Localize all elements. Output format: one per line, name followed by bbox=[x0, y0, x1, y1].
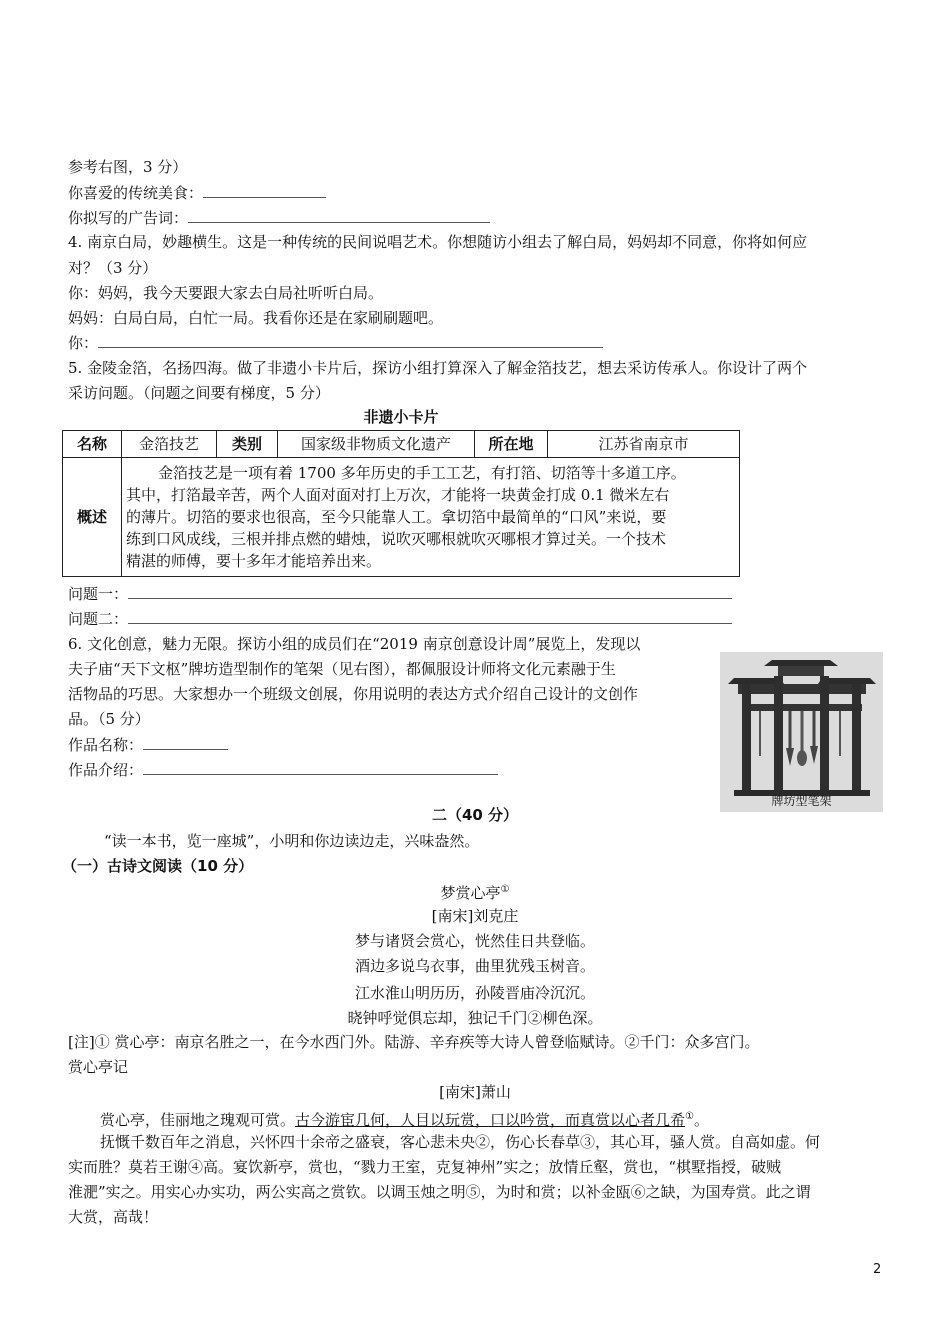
archway-icon bbox=[720, 652, 883, 812]
prose-p1-end: 。 bbox=[694, 1111, 710, 1129]
card-title: 非遗小卡片 bbox=[363, 408, 439, 426]
ad-answer-blank[interactable] bbox=[188, 208, 490, 223]
ad-answer-row bbox=[68, 207, 490, 229]
q4-line2: 对？（3 分） bbox=[68, 259, 158, 277]
prose-author: [南宋]萧山 bbox=[439, 1083, 511, 1101]
poem-title-note: ① bbox=[500, 884, 510, 895]
work-intro-row bbox=[68, 759, 498, 781]
summary-line: 的薄片。切箔的要求也很高，至今只能靠人工。拿切箔中最简单的“口风”来说，要 bbox=[126, 508, 667, 526]
question2-blank[interactable] bbox=[128, 609, 732, 624]
q5-line2: 采访问题。（问题之间要有梯度，5 分） bbox=[68, 384, 330, 402]
prose-line: 抚慨千数百年之消息，兴怀四十余帝之盛衰，客心悲未央②，伤心长春草③，其心耳，骚人赏。自高如虚。何 bbox=[100, 1133, 821, 1151]
q6-line4: 品。（5 分） bbox=[68, 710, 150, 728]
location-value: 江苏省南京市 bbox=[548, 431, 740, 458]
summary-line: 练到口风成线，三根并排点燃的蜡烛，说吹灭哪根就吹灭哪根才算过关。一个技术 bbox=[126, 530, 667, 548]
category-label: 类别 bbox=[217, 431, 278, 458]
dialogue-you-2-label: 你： bbox=[68, 334, 99, 352]
poem-line: 酒边多说乌衣事，曲里犹残玉树音。 bbox=[354, 957, 595, 975]
prose-line: 实而胜？莫若王谢④高。宴饮新亭，赏也，“戮力王室，克复神州”实之；放情丘壑，赏也，“棋墅指授，破贼 bbox=[68, 1158, 782, 1176]
name-value: 金箔技艺 bbox=[122, 431, 217, 458]
summary-line: 其中，打箔最辛苦，两个人面对面对打上万次，才能将一块黄金打成 0.1 微米左右 bbox=[126, 486, 670, 504]
poem-author: [南宋]刘克庄 bbox=[431, 907, 519, 925]
prose-p1-note: ① bbox=[685, 1111, 694, 1122]
archway-pen-holder-image bbox=[720, 652, 883, 812]
work-name-label: 作品名称： bbox=[68, 736, 144, 754]
prose-paragraph-1 bbox=[100, 1106, 709, 1131]
q5-line1: 5. 金陵金箔，名扬四海。做了非遗小卡片后，探访小组打算深入了解金箔技艺，想去采访传承人。你设计了两个 bbox=[68, 359, 808, 377]
poem-line: 梦与诸贤会赏心，恍然佳日共登临。 bbox=[354, 932, 595, 950]
heritage-card bbox=[62, 430, 740, 577]
work-intro-blank[interactable] bbox=[143, 760, 498, 775]
dialogue-you-2-row bbox=[68, 332, 603, 354]
name-label: 名称 bbox=[63, 431, 122, 458]
poem-line: 晓钟呼觉俱忘却，独记千门②柳色深。 bbox=[347, 1009, 603, 1027]
question2-label: 问题二： bbox=[68, 610, 129, 628]
poem-title: 梦赏心亭 bbox=[440, 884, 501, 902]
question1-row bbox=[68, 583, 732, 605]
summary-text bbox=[122, 458, 740, 577]
dialogue-mom: 妈妈：白局白局，白忙一局。我看你还是在家刷刷题吧。 bbox=[68, 309, 444, 327]
section2-intro: “读一本书，览一座城”，小明和你边读边走，兴味盎然。 bbox=[104, 832, 480, 850]
q6-line1: 6. 文化创意，魅力无限。探访小组的成员们在“2019 南京创意设计周”展览上，发现以 bbox=[68, 635, 641, 653]
ad-label: 你拟写的广告词： bbox=[68, 209, 189, 227]
food-answer-blank[interactable] bbox=[203, 183, 326, 198]
poem-title-row bbox=[0, 879, 950, 904]
q6-line3: 活物品的巧思。大家想办一个班级文创展，你用说明的表达方式介绍自己设计的文创作 bbox=[68, 685, 639, 703]
prose-p1-underlined: 古今游宦几何，人目以玩赏，口以吟赏，而真赏以心者几希 bbox=[295, 1111, 686, 1129]
summary-line: 金箔技艺是一项有着 1700 多年历史的手工工艺，有打箔、切箔等十多道工序。 bbox=[158, 464, 686, 482]
prose-title: 赏心亭记 bbox=[68, 1058, 129, 1076]
section2-heading: 二（40 分） bbox=[431, 806, 519, 824]
poem-note: [注]① 赏心亭：南京名胜之一，在今水西门外。陆游、辛弃疾等大诗人曾登临赋诗。②千门：众多宫门。 bbox=[68, 1033, 760, 1051]
question1-label: 问题一： bbox=[68, 585, 129, 603]
q6-line2: 夫子庙“天下文枢”牌坊造型制作的笔架（见右图），都佩服设计师将文化元素融于生 bbox=[68, 660, 616, 678]
food-label: 你喜爱的传统美食： bbox=[68, 184, 204, 202]
image-caption: 牌坊型笔架 bbox=[771, 794, 832, 808]
work-intro-label: 作品介绍： bbox=[68, 761, 144, 779]
question2-row bbox=[68, 608, 732, 630]
location-label: 所在地 bbox=[475, 431, 548, 458]
dialogue-answer-blank[interactable] bbox=[98, 333, 603, 348]
dialogue-you-1: 你：妈妈，我今天要跟大家去白局社听听白局。 bbox=[68, 284, 384, 302]
work-name-blank[interactable] bbox=[143, 735, 228, 750]
prose-line: 大赏，高哉！ bbox=[68, 1208, 159, 1226]
category-value: 国家级非物质文化遗产 bbox=[278, 431, 475, 458]
summary-label: 概述 bbox=[63, 458, 122, 577]
summary-line: 精湛的师傅，要十多年才能培养出来。 bbox=[126, 552, 382, 570]
poem-line: 江水淮山明历历，孙陵晋庙冷沉沉。 bbox=[354, 984, 595, 1002]
work-name-row bbox=[68, 734, 228, 756]
question1-blank[interactable] bbox=[128, 584, 732, 599]
prose-line: 淮淝”实之。用实心办实功，两公实高之赏钦。以调玉烛之明⑤，为时和赏；以补金瓯⑥之缺，为国寿赏。此之谓 bbox=[68, 1183, 811, 1201]
prose-p1-start: 赏心亭，佳丽地之瑰观可赏。 bbox=[100, 1111, 296, 1129]
food-answer-row bbox=[68, 182, 326, 204]
q4-line1: 4. 南京白局，妙趣横生。这是一种传统的民间说唱艺术。你想随访小组去了解白局，妈妈却不同意，你将如何应 bbox=[68, 233, 808, 251]
q3-line: 参考右图，3 分） bbox=[68, 158, 188, 176]
subsection-heading: （一）古诗文阅读（10 分） bbox=[62, 857, 254, 875]
page-number: 2 bbox=[873, 1262, 882, 1277]
